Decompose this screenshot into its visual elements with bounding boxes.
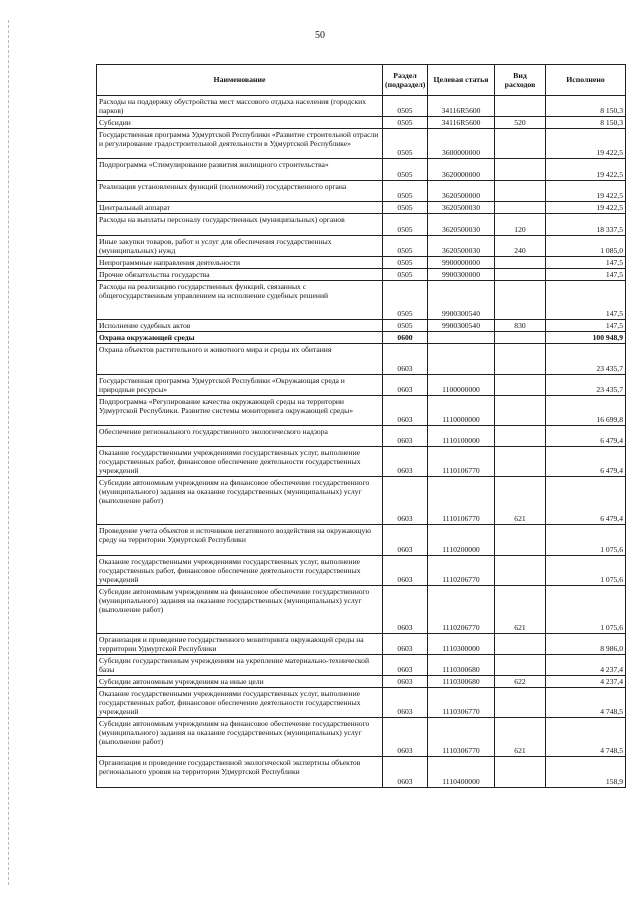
cell-kind bbox=[495, 202, 546, 214]
cell-kind: 120 bbox=[495, 214, 546, 236]
cell-amount: 6 479,4 bbox=[546, 426, 626, 447]
cell-kind bbox=[495, 688, 546, 718]
table-row bbox=[97, 269, 626, 281]
cell-kind: 622 bbox=[495, 676, 546, 688]
cell-amount: 8 150,3 bbox=[546, 117, 626, 129]
table-row bbox=[97, 586, 626, 634]
cell-name: Обеспечение регионального государственного экологического надзора bbox=[97, 426, 383, 447]
cell-name: Проведение учета объектов и источников негативного воздействия на окружающую среду на территории Удмуртской Республики bbox=[97, 525, 383, 556]
cell-target: 1110300680 bbox=[428, 655, 495, 676]
cell-name: Субсидии автономным учреждениям на финансовое обеспечение государственного (муниципального) задания на оказание государственных (муниципальных) услуг (выполнение работ) bbox=[97, 718, 383, 757]
cell-amount: 19 422,5 bbox=[546, 159, 626, 181]
cell-kind: 520 bbox=[495, 117, 546, 129]
table-row bbox=[97, 688, 626, 718]
cell-name: Расходы на реализацию государственных функций, связанных с общегосударственным управлением на исполнение судебных решений bbox=[97, 281, 383, 320]
cell-kind: 621 bbox=[495, 477, 546, 525]
cell-section: 0505 bbox=[383, 202, 428, 214]
cell-section: 0505 bbox=[383, 236, 428, 257]
cell-amount: 1 075,6 bbox=[546, 525, 626, 556]
cell-section: 0505 bbox=[383, 96, 428, 117]
cell-target: 3600000000 bbox=[428, 129, 495, 159]
cell-kind bbox=[495, 281, 546, 320]
cell-amount: 18 337,5 bbox=[546, 214, 626, 236]
cell-amount: 1 075,6 bbox=[546, 556, 626, 586]
cell-name: Прочие обязательства государства bbox=[97, 269, 383, 281]
cell-section: 0603 bbox=[383, 718, 428, 757]
cell-section: 0603 bbox=[383, 586, 428, 634]
cell-section: 0603 bbox=[383, 344, 428, 375]
cell-amount: 23 435,7 bbox=[546, 344, 626, 375]
cell-amount: 158,9 bbox=[546, 757, 626, 788]
cell-section: 0603 bbox=[383, 477, 428, 525]
cell-kind bbox=[495, 375, 546, 396]
cell-amount: 19 422,5 bbox=[546, 181, 626, 202]
cell-section: 0603 bbox=[383, 655, 428, 676]
cell-kind: 240 bbox=[495, 236, 546, 257]
cell-amount: 1 085,0 bbox=[546, 236, 626, 257]
cell-section: 0505 bbox=[383, 129, 428, 159]
table-row bbox=[97, 320, 626, 332]
table-row bbox=[97, 556, 626, 586]
table-row bbox=[97, 117, 626, 129]
cell-kind bbox=[495, 96, 546, 117]
cell-target: 1110000000 bbox=[428, 396, 495, 426]
cell-target: 1110400000 bbox=[428, 757, 495, 788]
cell-section: 0505 bbox=[383, 159, 428, 181]
cell-name: Оказание государственными учреждениями государственных услуг, выполнение государственных работ, финансовое обеспечение деятельности государственных учреждений bbox=[97, 447, 383, 477]
cell-section: 0505 bbox=[383, 269, 428, 281]
cell-kind bbox=[495, 655, 546, 676]
cell-section: 0603 bbox=[383, 688, 428, 718]
table-row bbox=[97, 447, 626, 477]
cell-name: Центральный аппарат bbox=[97, 202, 383, 214]
cell-section: 0603 bbox=[383, 525, 428, 556]
table-row bbox=[97, 634, 626, 655]
cell-section: 0505 bbox=[383, 181, 428, 202]
cell-name: Субсидии автономным учреждениям на иные цели bbox=[97, 676, 383, 688]
table-row bbox=[97, 332, 626, 344]
page-number: 50 bbox=[315, 30, 325, 41]
cell-section: 0603 bbox=[383, 447, 428, 477]
cell-amount: 147,5 bbox=[546, 281, 626, 320]
cell-section: 0603 bbox=[383, 757, 428, 788]
cell-name: Охрана окружающей среды bbox=[97, 332, 383, 344]
cell-target: 1110106770 bbox=[428, 447, 495, 477]
cell-kind bbox=[495, 129, 546, 159]
cell-kind: 621 bbox=[495, 586, 546, 634]
table-header-row bbox=[97, 65, 626, 96]
cell-amount: 147,5 bbox=[546, 269, 626, 281]
cell-name: Охрана объектов растительного и животного мира и среды их обитания bbox=[97, 344, 383, 375]
cell-name: Исполнение судебных актов bbox=[97, 320, 383, 332]
table-row bbox=[97, 375, 626, 396]
cell-amount: 19 422,5 bbox=[546, 202, 626, 214]
cell-name: Реализация установленных функций (полномочий) государственного органа bbox=[97, 181, 383, 202]
cell-section: 0505 bbox=[383, 214, 428, 236]
cell-target: 9900300540 bbox=[428, 281, 495, 320]
cell-amount: 16 699,8 bbox=[546, 396, 626, 426]
table-row bbox=[97, 181, 626, 202]
cell-amount: 4 237,4 bbox=[546, 676, 626, 688]
table-row bbox=[97, 525, 626, 556]
cell-target: 34116R5600 bbox=[428, 96, 495, 117]
header-section: Раздел (подраздел) bbox=[383, 65, 428, 96]
table-row bbox=[97, 96, 626, 117]
cell-kind bbox=[495, 269, 546, 281]
budget-table bbox=[96, 64, 626, 788]
cell-target: 1110206770 bbox=[428, 586, 495, 634]
cell-target: 3620000000 bbox=[428, 159, 495, 181]
cell-kind bbox=[495, 181, 546, 202]
cell-section: 0603 bbox=[383, 634, 428, 655]
cell-amount: 8 986,0 bbox=[546, 634, 626, 655]
table-body bbox=[97, 96, 626, 788]
header-amount: Исполнено bbox=[546, 65, 626, 96]
cell-name: Оказание государственными учреждениями государственных услуг, выполнение государственных работ, финансовое обеспечение деятельности государственных учреждений bbox=[97, 688, 383, 718]
table-row bbox=[97, 236, 626, 257]
cell-kind bbox=[495, 447, 546, 477]
cell-kind bbox=[495, 556, 546, 586]
cell-amount: 6 479,4 bbox=[546, 477, 626, 525]
cell-name: Государственная программа Удмуртской Республики «Развитие строительной отрасли и регулирование градостроительной деятельности в Удмуртской Республике» bbox=[97, 129, 383, 159]
cell-amount: 19 422,5 bbox=[546, 129, 626, 159]
header-target: Целевая статья bbox=[428, 65, 495, 96]
cell-name: Подпрограмма «Регулирование качества окружающей среды на территории Удмуртской Республики. Развитие системы мониторинга окружающей среды» bbox=[97, 396, 383, 426]
cell-name: Непрограммные направления деятельности bbox=[97, 257, 383, 269]
cell-section: 0505 bbox=[383, 117, 428, 129]
cell-kind bbox=[495, 159, 546, 181]
cell-kind bbox=[495, 525, 546, 556]
cell-target: 1110300680 bbox=[428, 676, 495, 688]
cell-target: 9900300000 bbox=[428, 269, 495, 281]
cell-kind: 830 bbox=[495, 320, 546, 332]
cell-amount: 4 748,5 bbox=[546, 688, 626, 718]
cell-target bbox=[428, 344, 495, 375]
cell-section: 0603 bbox=[383, 556, 428, 586]
table-row bbox=[97, 718, 626, 757]
cell-section: 0603 bbox=[383, 375, 428, 396]
cell-name: Подпрограмма «Стимулирование развития жилищного строительства» bbox=[97, 159, 383, 181]
table-row bbox=[97, 281, 626, 320]
table-row bbox=[97, 257, 626, 269]
cell-amount: 147,5 bbox=[546, 320, 626, 332]
binding-margin-line bbox=[8, 20, 9, 885]
cell-target: 1110306770 bbox=[428, 718, 495, 757]
cell-kind bbox=[495, 257, 546, 269]
table-row bbox=[97, 202, 626, 214]
header-kind: Вид расходов bbox=[495, 65, 546, 96]
cell-target: 3620500030 bbox=[428, 214, 495, 236]
cell-target: 3620500030 bbox=[428, 202, 495, 214]
cell-name: Организация и проведение государственной экологической экспертизы объектов регионального уровня на территории Удмуртской Республики bbox=[97, 757, 383, 788]
cell-target: 1110200000 bbox=[428, 525, 495, 556]
table-row bbox=[97, 129, 626, 159]
cell-section: 0505 bbox=[383, 281, 428, 320]
cell-name: Расходы на выплаты персоналу государственных (муниципальных) органов bbox=[97, 214, 383, 236]
cell-name: Субсидии bbox=[97, 117, 383, 129]
table-row bbox=[97, 214, 626, 236]
cell-amount: 8 150,3 bbox=[546, 96, 626, 117]
cell-target: 1110300000 bbox=[428, 634, 495, 655]
cell-target: 1110306770 bbox=[428, 688, 495, 718]
table-row bbox=[97, 676, 626, 688]
cell-name: Субсидии автономным учреждениям на финансовое обеспечение государственного (муниципального) задания на оказание государственных (муниципальных) услуг (выполнение работ) bbox=[97, 477, 383, 525]
cell-target: 1110100000 bbox=[428, 426, 495, 447]
cell-name: Субсидии государственным учреждениям на укрепление материально-технической базы bbox=[97, 655, 383, 676]
cell-target: 34116R5600 bbox=[428, 117, 495, 129]
cell-name: Организация и проведение государственного мониторинга окружающей среды на территории Удмуртской Республики bbox=[97, 634, 383, 655]
cell-kind bbox=[495, 396, 546, 426]
cell-section: 0505 bbox=[383, 257, 428, 269]
cell-amount: 4 237,4 bbox=[546, 655, 626, 676]
cell-target: 1110106770 bbox=[428, 477, 495, 525]
cell-target: 9900000000 bbox=[428, 257, 495, 269]
cell-amount: 100 948,9 bbox=[546, 332, 626, 344]
header-name: Наименование bbox=[97, 65, 383, 96]
cell-name: Государственная программа Удмуртской Республики «Окружающая среда и природные ресурсы» bbox=[97, 375, 383, 396]
cell-kind bbox=[495, 757, 546, 788]
cell-kind bbox=[495, 634, 546, 655]
cell-target: 3620500000 bbox=[428, 181, 495, 202]
table-row bbox=[97, 757, 626, 788]
cell-name: Оказание государственными учреждениями государственных услуг, выполнение государственных работ, финансовое обеспечение деятельности государственных учреждений bbox=[97, 556, 383, 586]
table-row bbox=[97, 396, 626, 426]
cell-target: 9900300540 bbox=[428, 320, 495, 332]
cell-target bbox=[428, 332, 495, 344]
cell-kind bbox=[495, 332, 546, 344]
cell-target: 3620500030 bbox=[428, 236, 495, 257]
cell-kind bbox=[495, 344, 546, 375]
cell-target: 1100000000 bbox=[428, 375, 495, 396]
cell-amount: 4 748,5 bbox=[546, 718, 626, 757]
table-row bbox=[97, 159, 626, 181]
cell-section: 0603 bbox=[383, 426, 428, 447]
cell-amount: 1 075,6 bbox=[546, 586, 626, 634]
table-row bbox=[97, 655, 626, 676]
cell-name: Субсидии автономным учреждениям на финансовое обеспечение государственного (муниципального) задания на оказание государственных (муниципальных) услуг (выполнение работ) bbox=[97, 586, 383, 634]
cell-amount: 6 479,4 bbox=[546, 447, 626, 477]
cell-section: 0603 bbox=[383, 676, 428, 688]
cell-amount: 23 435,7 bbox=[546, 375, 626, 396]
cell-section: 0600 bbox=[383, 332, 428, 344]
cell-name: Расходы на поддержку обустройства мест массового отдыха населения (городских парков) bbox=[97, 96, 383, 117]
cell-kind bbox=[495, 426, 546, 447]
cell-kind: 621 bbox=[495, 718, 546, 757]
cell-amount: 147,5 bbox=[546, 257, 626, 269]
cell-name: Иные закупки товаров, работ и услуг для обеспечения государственных (муниципальных) нужд bbox=[97, 236, 383, 257]
table-row bbox=[97, 344, 626, 375]
cell-target: 1110206770 bbox=[428, 556, 495, 586]
cell-section: 0603 bbox=[383, 396, 428, 426]
cell-section: 0505 bbox=[383, 320, 428, 332]
table-row bbox=[97, 477, 626, 525]
table-row bbox=[97, 426, 626, 447]
